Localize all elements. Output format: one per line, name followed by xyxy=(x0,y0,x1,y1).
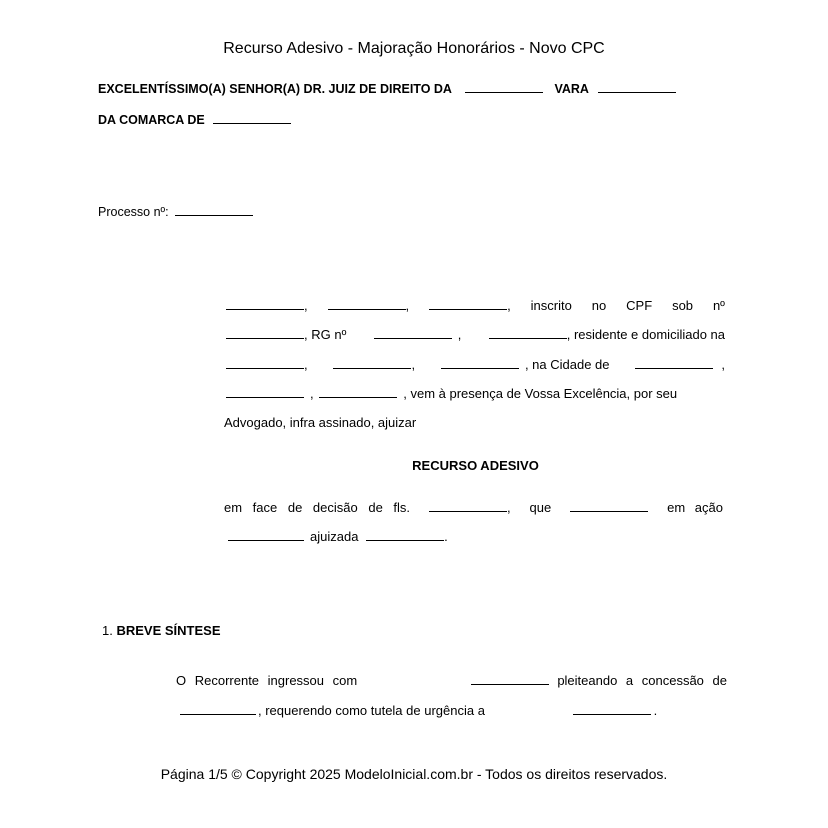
text: , vem à presença de Vossa Excelência, por seu xyxy=(403,386,678,401)
punctuation: , xyxy=(721,357,725,372)
header-vara: VARA xyxy=(554,82,589,96)
blank-field xyxy=(328,308,406,310)
section-number: 1. xyxy=(102,623,113,638)
text: inscrito xyxy=(530,298,572,313)
blank-field xyxy=(319,396,397,398)
text: , RG nº xyxy=(304,327,347,342)
blank-field xyxy=(465,91,543,93)
text: no xyxy=(591,298,607,313)
text: pleiteando a concessão de xyxy=(557,673,727,688)
blank-field xyxy=(175,214,253,216)
punctuation: , xyxy=(310,386,314,401)
punctuation: , xyxy=(405,298,410,313)
punctuation: . xyxy=(444,529,448,544)
text: em ação xyxy=(667,500,723,515)
blank-field xyxy=(213,122,291,124)
blank-field xyxy=(226,396,304,398)
blank-field xyxy=(441,367,519,369)
text: , na Cidade de xyxy=(524,357,610,372)
blank-field xyxy=(228,539,304,541)
blank-field xyxy=(570,510,648,512)
text: sob xyxy=(672,298,694,313)
section-1-paragraph-line-1 xyxy=(176,673,727,688)
blank-field xyxy=(226,337,304,339)
processo-line xyxy=(98,205,256,219)
text: que xyxy=(529,500,552,515)
decisao-line-2 xyxy=(228,529,448,544)
blank-field xyxy=(333,367,411,369)
qualificacao-line-3 xyxy=(226,357,725,372)
section-1-heading xyxy=(102,623,221,638)
qualificacao-line-2 xyxy=(226,327,725,342)
blank-field xyxy=(429,510,507,512)
text: nº xyxy=(712,298,725,313)
text: em face de decisão de fls. xyxy=(224,500,411,515)
header-line-1 xyxy=(98,82,679,96)
blank-field xyxy=(366,539,444,541)
blank-field xyxy=(598,91,676,93)
header-comarca: DA COMARCA DE xyxy=(98,113,205,127)
text: O Recorrente ingressou com xyxy=(176,673,358,688)
text: CPF xyxy=(626,298,653,313)
punctuation: , xyxy=(506,500,511,515)
blank-field xyxy=(489,337,567,339)
punctuation: , xyxy=(304,298,308,313)
text: , requerendo como tutela de urgência a xyxy=(258,703,485,718)
punctuation: , xyxy=(304,357,308,372)
qualificacao-line-4 xyxy=(226,386,677,401)
document-title: Recurso Adesivo - Majoração Honorários - Novo CPC xyxy=(223,40,605,57)
qualificacao-line-5: Advogado, infra assinado, ajuizar xyxy=(224,415,417,430)
blank-field xyxy=(573,713,651,715)
decisao-line-1 xyxy=(224,500,723,515)
section-title: BREVE SÍNTESE xyxy=(116,623,221,638)
header-line-2 xyxy=(98,113,294,127)
punctuation: , xyxy=(507,298,511,313)
blank-field xyxy=(226,308,304,310)
blank-field xyxy=(374,337,452,339)
blank-field xyxy=(226,367,304,369)
punctuation: , xyxy=(411,357,416,372)
recurso-heading: RECURSO ADESIVO xyxy=(412,458,539,473)
page-footer: Página 1/5 © Copyright 2025 ModeloInicial.com.br - Todos os direitos reservados. xyxy=(160,766,668,782)
qualificacao-line-1 xyxy=(226,298,725,313)
processo-label: Processo nº: xyxy=(98,205,169,219)
blank-field xyxy=(635,367,713,369)
blank-field xyxy=(429,308,507,310)
text: , residente e domiciliado na xyxy=(566,327,725,342)
section-1-paragraph-line-2 xyxy=(180,703,657,718)
punctuation: , xyxy=(457,327,462,342)
header-addressee: EXCELENTÍSSIMO(A) SENHOR(A) DR. JUIZ DE DIREITO DA xyxy=(98,82,452,96)
blank-field xyxy=(471,683,549,685)
blank-field xyxy=(180,713,256,715)
punctuation: . xyxy=(653,703,658,718)
text: ajuizada xyxy=(310,529,359,544)
